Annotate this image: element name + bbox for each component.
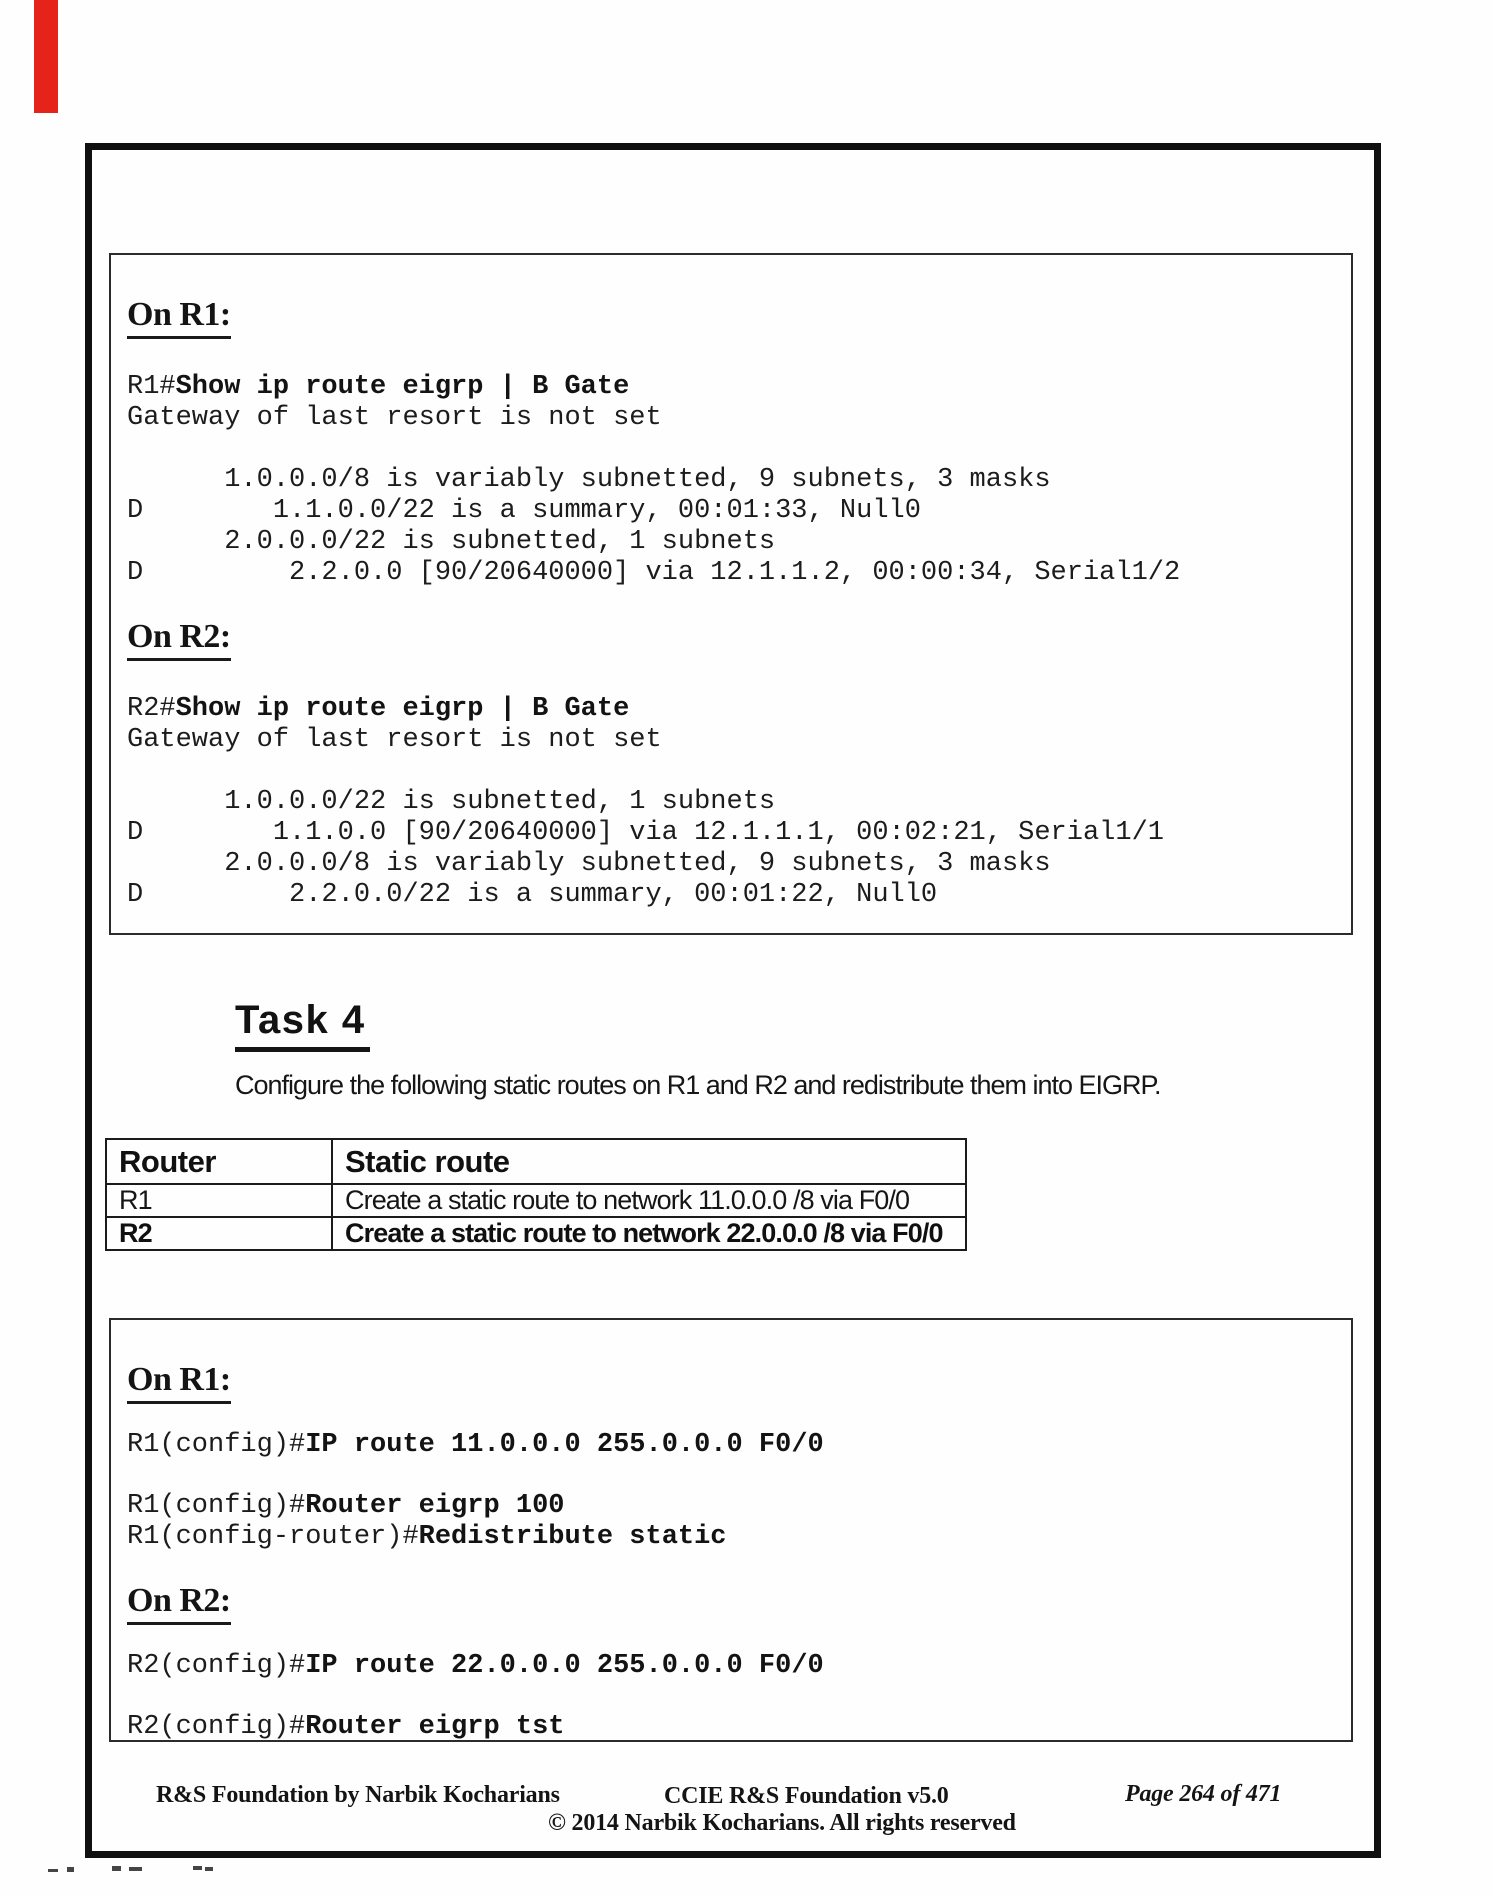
- section-heading: On R2:: [127, 1583, 231, 1625]
- console-output-text: D 2.2.0.0 [90/20640000] via 12.1.1.2, 00:00:34, Serial1/2: [127, 558, 1181, 588]
- task-heading: Task 4: [235, 998, 370, 1052]
- scan-artifact: [205, 1867, 213, 1871]
- scan-artifact: [112, 1866, 121, 1871]
- console-output-text: R1(config)#: [127, 1430, 306, 1460]
- table-row: [106, 1184, 966, 1217]
- cell-static-route: Create a static route to network 22.0.0.0 /8 via F0/0: [332, 1217, 966, 1250]
- task-heading-wrap: [235, 998, 370, 1052]
- console-line: [127, 1522, 1335, 1553]
- console-command-text: Redistribute static: [418, 1522, 727, 1552]
- console-line: [127, 403, 1335, 434]
- console-output-text: R2(config)#: [127, 1712, 306, 1742]
- column-header-router: Router: [106, 1139, 332, 1184]
- console-output-text: 1.0.0.0/8 is variably subnetted, 9 subnets, 3 masks: [127, 465, 1051, 495]
- console-line: [127, 527, 1335, 558]
- scan-artifact: [129, 1867, 142, 1871]
- table-header-row: [106, 1139, 966, 1184]
- section-heading-wrap: [127, 1583, 1335, 1625]
- footer-copyright: © 2014 Narbik Kocharians. All rights reserved: [548, 1810, 1016, 1836]
- console-output-text: 2.0.0.0/8 is variably subnetted, 9 subnets, 3 masks: [127, 849, 1051, 879]
- console-output-box-2: [109, 1318, 1353, 1742]
- console-line: [127, 496, 1335, 527]
- section-heading-wrap: [127, 619, 1335, 661]
- console-line: [127, 818, 1335, 849]
- console-command-text: IP route 22.0.0.0 255.0.0.0 F0/0: [305, 1651, 824, 1681]
- console-command-text: IP route 11.0.0.0 255.0.0.0 F0/0: [305, 1430, 824, 1460]
- static-route-table: [105, 1138, 967, 1251]
- footer-page-number: Page 264 of 471: [1125, 1781, 1282, 1807]
- table-row: [106, 1217, 966, 1250]
- console-output-text: Gateway of last resort is not set: [127, 725, 662, 755]
- console-command-text: Show ip route eigrp | B Gate: [175, 372, 630, 402]
- console-output-text: R2(config)#: [127, 1651, 306, 1681]
- console-line: [127, 849, 1335, 880]
- section-heading: On R1:: [127, 1362, 231, 1404]
- console-output-text: Gateway of last resort is not set: [127, 403, 662, 433]
- cell-router: R1: [106, 1184, 332, 1217]
- console-command-text: Router eigrp tst: [305, 1712, 565, 1742]
- footer-book-title: R&S Foundation by Narbik Kocharians: [156, 1782, 560, 1808]
- console-output-text: R1(config-router)#: [127, 1522, 419, 1552]
- footer-course-version: CCIE R&S Foundation v5.0: [664, 1783, 949, 1809]
- console-output-box-1: [109, 253, 1353, 935]
- console-output-text: R2#: [127, 694, 176, 724]
- console-command-text: Show ip route eigrp | B Gate: [175, 694, 630, 724]
- section-heading-wrap: [127, 297, 1335, 339]
- console-line: [127, 558, 1335, 589]
- column-header-static-route: Static route: [332, 1139, 966, 1184]
- static-route-table-body: [106, 1184, 966, 1250]
- console-line: [127, 465, 1335, 496]
- console-line: [127, 880, 1335, 911]
- console-command-text: Router eigrp 100: [305, 1491, 565, 1521]
- scan-artifact: [67, 1867, 74, 1872]
- console-blank-line: [127, 1682, 1335, 1712]
- console-line: [127, 694, 1335, 725]
- console-line: [127, 787, 1335, 818]
- console-blank-line: [127, 1461, 1335, 1491]
- section-heading-wrap: [127, 1362, 1335, 1404]
- cell-router: R2: [106, 1217, 332, 1250]
- console-output-text: 1.0.0.0/22 is subnetted, 1 subnets: [127, 787, 776, 817]
- console-line: [127, 725, 1335, 756]
- cell-static-route: Create a static route to network 11.0.0.0 /8 via F0/0: [332, 1184, 966, 1217]
- static-route-table-head: [106, 1139, 966, 1184]
- console-line: [127, 1651, 1335, 1682]
- red-scan-mark: [34, 0, 58, 113]
- console-line: [127, 1712, 1335, 1742]
- scan-artifact: [48, 1869, 58, 1872]
- console-line: [127, 372, 1335, 403]
- console-output-text: R1(config)#: [127, 1491, 306, 1521]
- console-output-text: D 1.1.0.0 [90/20640000] via 12.1.1.1, 00:02:21, Serial1/1: [127, 818, 1164, 848]
- task-description: Configure the following static routes on R1 and R2 and redistribute them into EIGRP.: [235, 1070, 1161, 1100]
- console-line: [127, 1430, 1335, 1461]
- console-blank-line: [127, 434, 1335, 465]
- section-heading: On R1:: [127, 297, 231, 339]
- scan-artifact: [193, 1866, 202, 1870]
- console-line: [127, 1491, 1335, 1522]
- section-heading: On R2:: [127, 619, 231, 661]
- console-output-text: 2.0.0.0/22 is subnetted, 1 subnets: [127, 527, 776, 557]
- console-blank-line: [127, 756, 1335, 787]
- console-output-text: D 1.1.0.0/22 is a summary, 00:01:33, Null0: [127, 496, 921, 526]
- console-output-text: R1#: [127, 372, 176, 402]
- console-output-text: D 2.2.0.0/22 is a summary, 00:01:22, Null0: [127, 880, 938, 910]
